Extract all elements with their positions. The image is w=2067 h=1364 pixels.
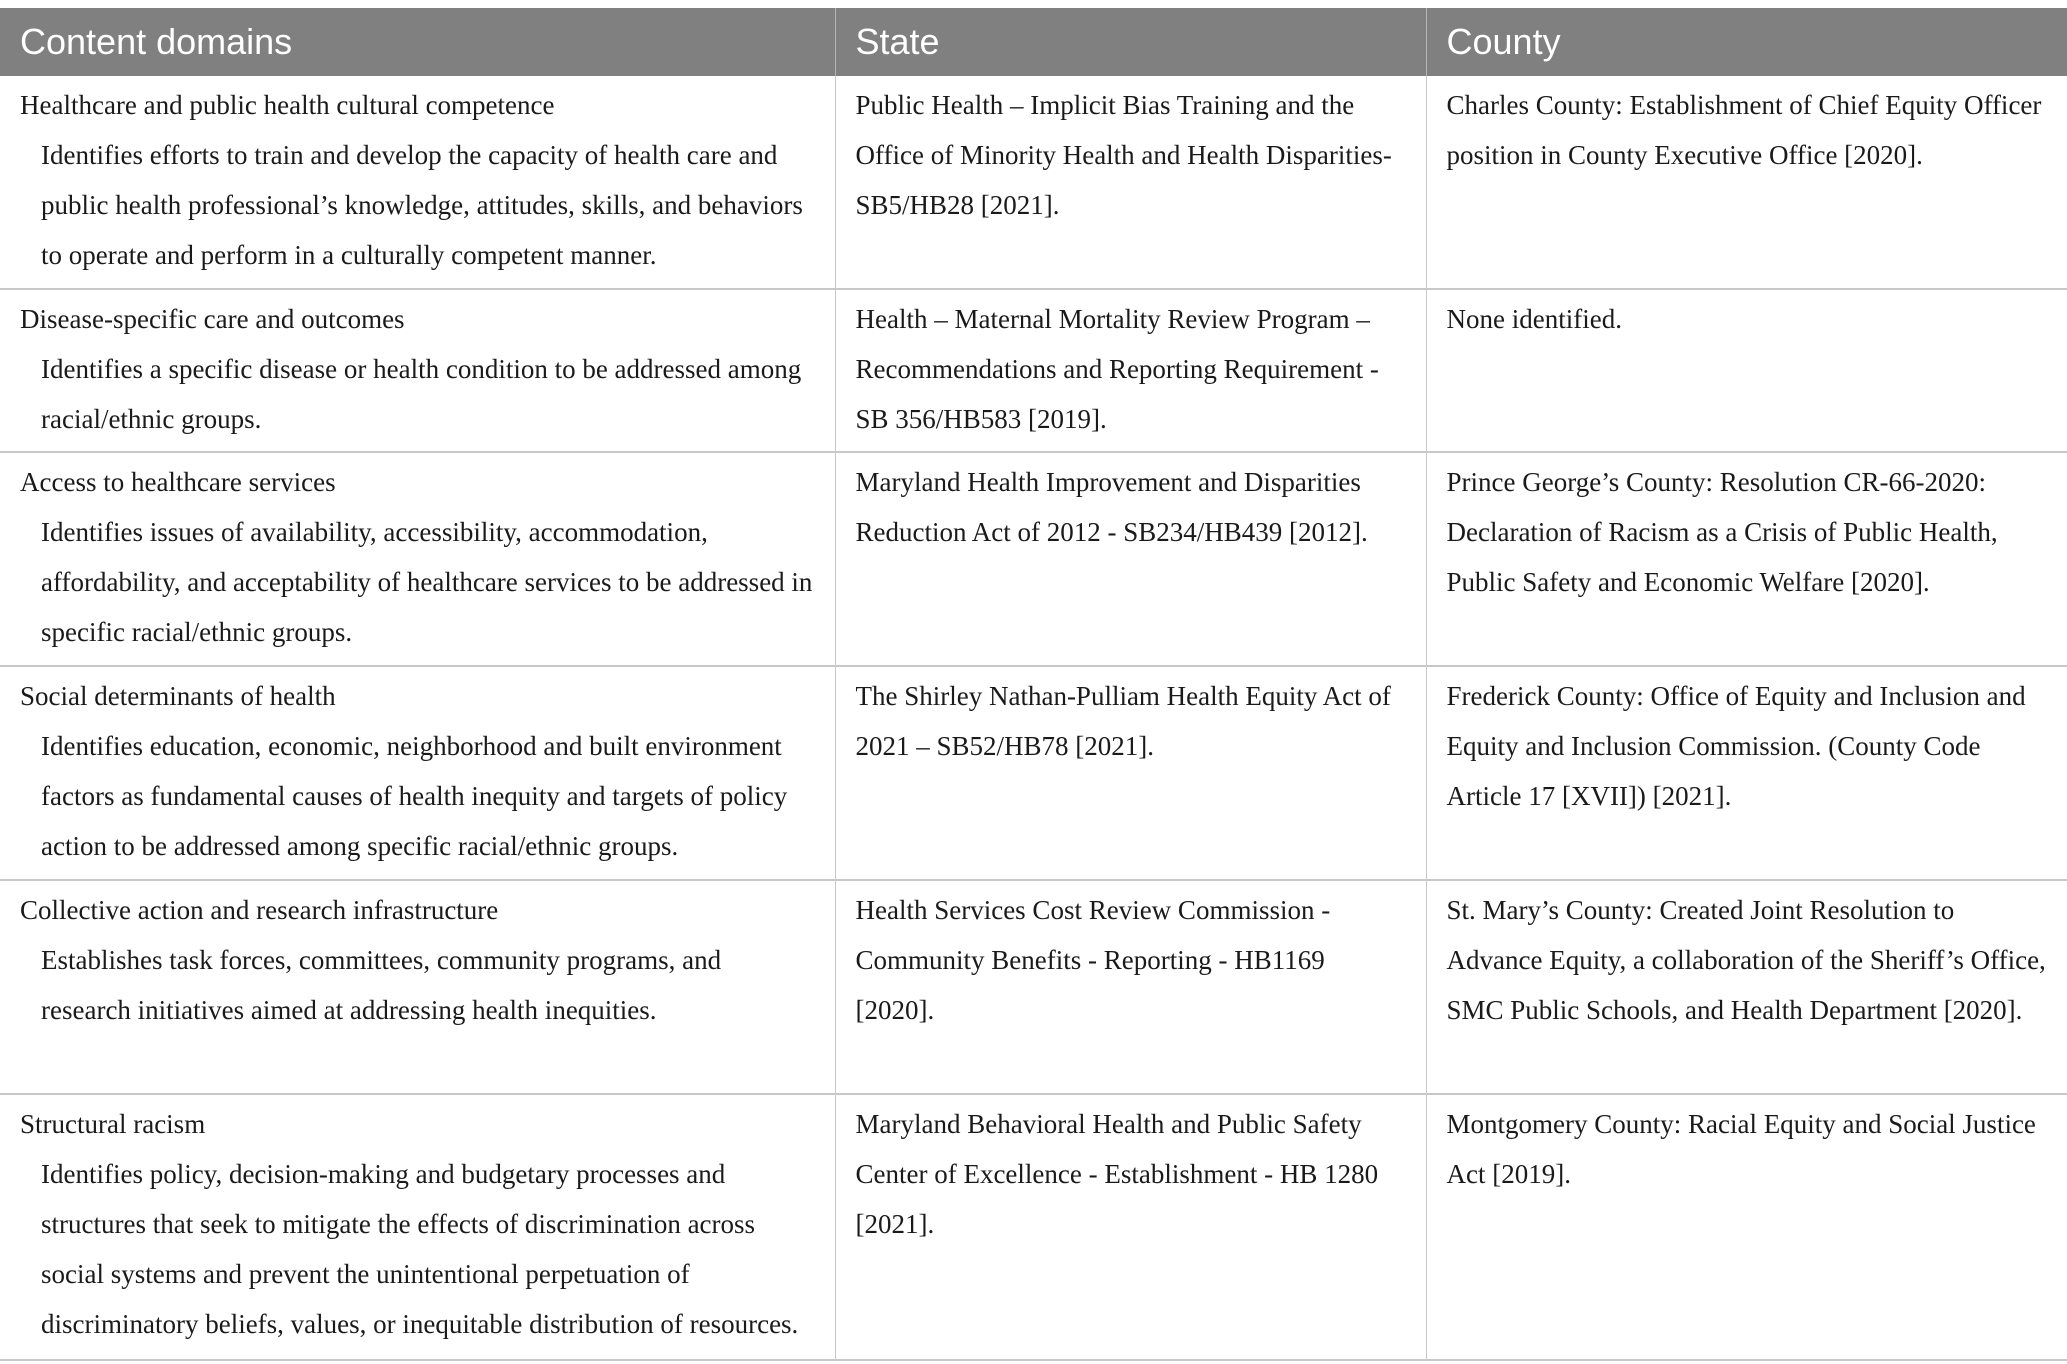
domain-cell	[0, 880, 835, 1094]
county-cell: None identified.	[1426, 289, 2067, 452]
domain-description: Identifies policy, decision-making and budgetary processes and structures that seek to mitigate the effects of discrimination across social systems and prevent the unintentional perpetuation of discriminatory beliefs, values, or inequitable distribution of resources.	[41, 1159, 799, 1339]
table-row	[0, 666, 2067, 880]
table-body	[0, 76, 2067, 1360]
domain-cell	[0, 289, 835, 452]
header-county: County	[1426, 8, 2067, 76]
state-cell: Maryland Behavioral Health and Public Safety Center of Excellence - Establishment - HB 1280 [2021].	[835, 1094, 1426, 1360]
domain-cell	[0, 666, 835, 880]
table-row	[0, 289, 2067, 452]
county-cell: Charles County: Establishment of Chief Equity Officer position in County Executive Office [2020].	[1426, 76, 2067, 289]
policy-table	[0, 8, 2067, 1361]
domain-description: Identifies issues of availability, accessibility, accommodation, affordability, and acceptability of healthcare services to be addressed in specific racial/ethnic groups.	[41, 517, 813, 647]
table-row	[0, 452, 2067, 666]
domain-title: Healthcare and public health cultural competence	[20, 90, 555, 120]
header-row	[0, 8, 2067, 76]
domain-title: Access to healthcare services	[20, 467, 336, 497]
county-cell: St. Mary’s County: Created Joint Resolution to Advance Equity, a collaboration of the Sheriff’s Office, SMC Public Schools, and Health Department [2020].	[1426, 880, 2067, 1094]
state-cell: Public Health – Implicit Bias Training and the Office of Minority Health and Health Disparities-SB5/HB28 [2021].	[835, 76, 1426, 289]
domain-title: Disease-specific care and outcomes	[20, 304, 405, 334]
county-cell: Prince George’s County: Resolution CR-66-2020: Declaration of Racism as a Crisis of Public Health, Public Safety and Economic Welfare [2020].	[1426, 452, 2067, 666]
table-row	[0, 1094, 2067, 1360]
table-header	[0, 8, 2067, 76]
state-cell: The Shirley Nathan-Pulliam Health Equity Act of 2021 – SB52/HB78 [2021].	[835, 666, 1426, 880]
header-content-domains: Content domains	[0, 8, 835, 76]
domain-title: Structural racism	[20, 1109, 206, 1139]
state-cell: Health Services Cost Review Commission - Community Benefits - Reporting - HB1169 [2020].	[835, 880, 1426, 1094]
domain-description: Establishes task forces, committees, community programs, and research initiatives aimed at addressing health inequities.	[41, 945, 722, 1025]
table-row	[0, 76, 2067, 289]
header-state: State	[835, 8, 1426, 76]
domain-cell	[0, 76, 835, 289]
table-row	[0, 880, 2067, 1094]
domain-description: Identifies efforts to train and develop the capacity of health care and public health professional’s knowledge, attitudes, skills, and behaviors to operate and perform in a culturally competent manner.	[41, 140, 803, 270]
domain-title: Social determinants of health	[20, 681, 336, 711]
domain-cell	[0, 452, 835, 666]
state-cell: Maryland Health Improvement and Disparities Reduction Act of 2012 - SB234/HB439 [2012].	[835, 452, 1426, 666]
domain-cell	[0, 1094, 835, 1360]
county-cell: Montgomery County: Racial Equity and Social Justice Act [2019].	[1426, 1094, 2067, 1360]
domain-description: Identifies education, economic, neighborhood and built environment factors as fundamental causes of health inequity and targets of policy action to be addressed among specific racial/ethnic groups.	[41, 731, 788, 861]
domain-title: Collective action and research infrastructure	[20, 895, 499, 925]
domain-description: Identifies a specific disease or health condition to be addressed among racial/ethnic groups.	[41, 354, 802, 434]
county-cell: Frederick County: Office of Equity and Inclusion and Equity and Inclusion Commission. (County Code Article 17 [XVII]) [2021].	[1426, 666, 2067, 880]
state-cell: Health – Maternal Mortality Review Program – Recommendations and Reporting Requirement - SB 356/HB583 [2019].	[835, 289, 1426, 452]
